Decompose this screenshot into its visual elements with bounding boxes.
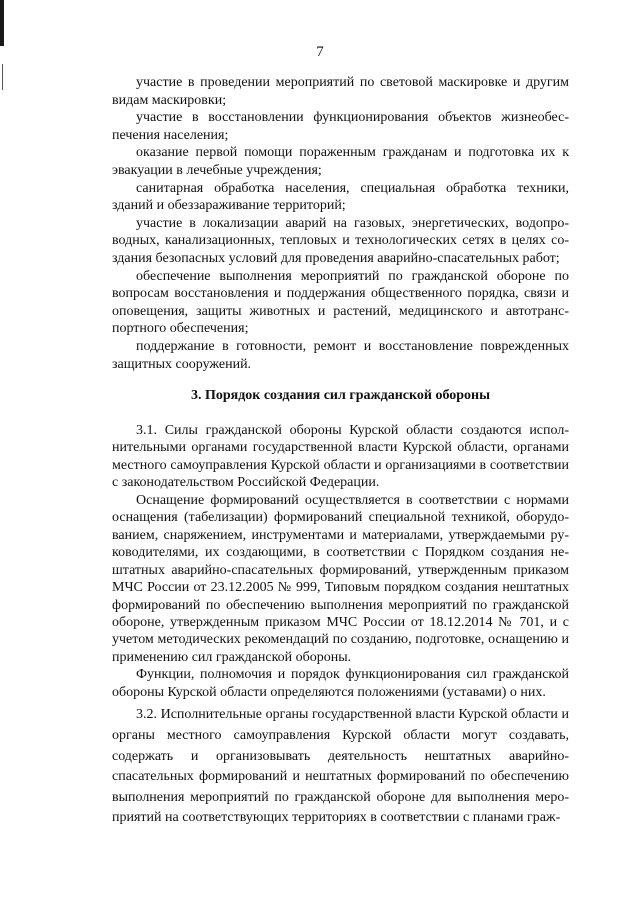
paragraph: 3.2. Исполнительные органы государственной власти Курской области и органы местного самоуправления Курской области могут создавать, содержать и организовывать деятельность нештатных аварийно-спасательных формирований и нештатных формирований по обеспечению выполнения мероприятий по гражданской обороне для выполнения мероприятий на соответствующих территориях в соответствии с планами граж- xyxy=(112,707,569,826)
paragraph: поддержание в готовности, ремонт и восстановление поврежденных защитных сооружений. xyxy=(112,338,569,372)
document-body xyxy=(112,74,569,829)
paragraph: участие в восстановлении функционирования объектов жизнеобеспечения населения; xyxy=(112,110,569,143)
scan-edge-mark-secondary xyxy=(2,64,3,90)
paragraph: Функции, полномочия и порядок функционирования сил гражданской обороны Курской области определяются положениями (уставами) о них. xyxy=(112,667,569,700)
section-heading: 3. Порядок создания сил гражданской обороны xyxy=(190,388,491,404)
paragraph: участие в проведении мероприятий по световой маскировке и другим видам маскировки; xyxy=(112,75,569,108)
paragraph: санитарная обработка населения, специальная обработка техники, зданий и обеззараживание территорий; xyxy=(112,180,569,214)
scan-edge-mark xyxy=(0,0,4,46)
paragraph: 3.1. Силы гражданской обороны Курской области создаются исполнительными органами государственной власти Курской области, органами местного самоуправления Курской области и организациями в соответствии с законодательством Российской Федерации. xyxy=(112,422,569,491)
paragraph: Оснащение формирований осуществляется в соответствии с нормами оснащения (табелизации) формирований специальной техникой, оборудованием, снаряжением, инструментами и материалами, утверждаемыми руководителями, их создающими, в соответствии с Порядком создания нештатных аварийно-спасательных формирований, утвержденным приказом МЧС России от 23.12.2005 № 999, Типовым порядком создания нештатных формирований по обеспечению выполнения мероприятий по гражданской обороне, утвержденным приказом МЧС России от 18.12.2014 № 701, и с учетом методических рекомендаций по созданию, подготовке, оснащению и применению сил гражданской обороны. xyxy=(112,493,569,665)
paragraph: оказание первой помощи пораженным гражданам и подготовка их к эвакуации в лечебные учреждения; xyxy=(112,145,569,178)
paragraph: обеспечение выполнения мероприятий по гражданской обороне по вопросам восстановления и поддержания общественного порядка, связи и оповещения, защиты животных и растений, медицинского и автотранспортного обеспечения; xyxy=(112,268,569,337)
page-number: 7 xyxy=(316,44,324,60)
paragraph: участие в локализации аварий на газовых, энергетических, водопроводных, канализационных, тепловых и технологических сетях в целях создания безопасных условий для проведения аварийно-спасательных работ; xyxy=(112,215,569,266)
